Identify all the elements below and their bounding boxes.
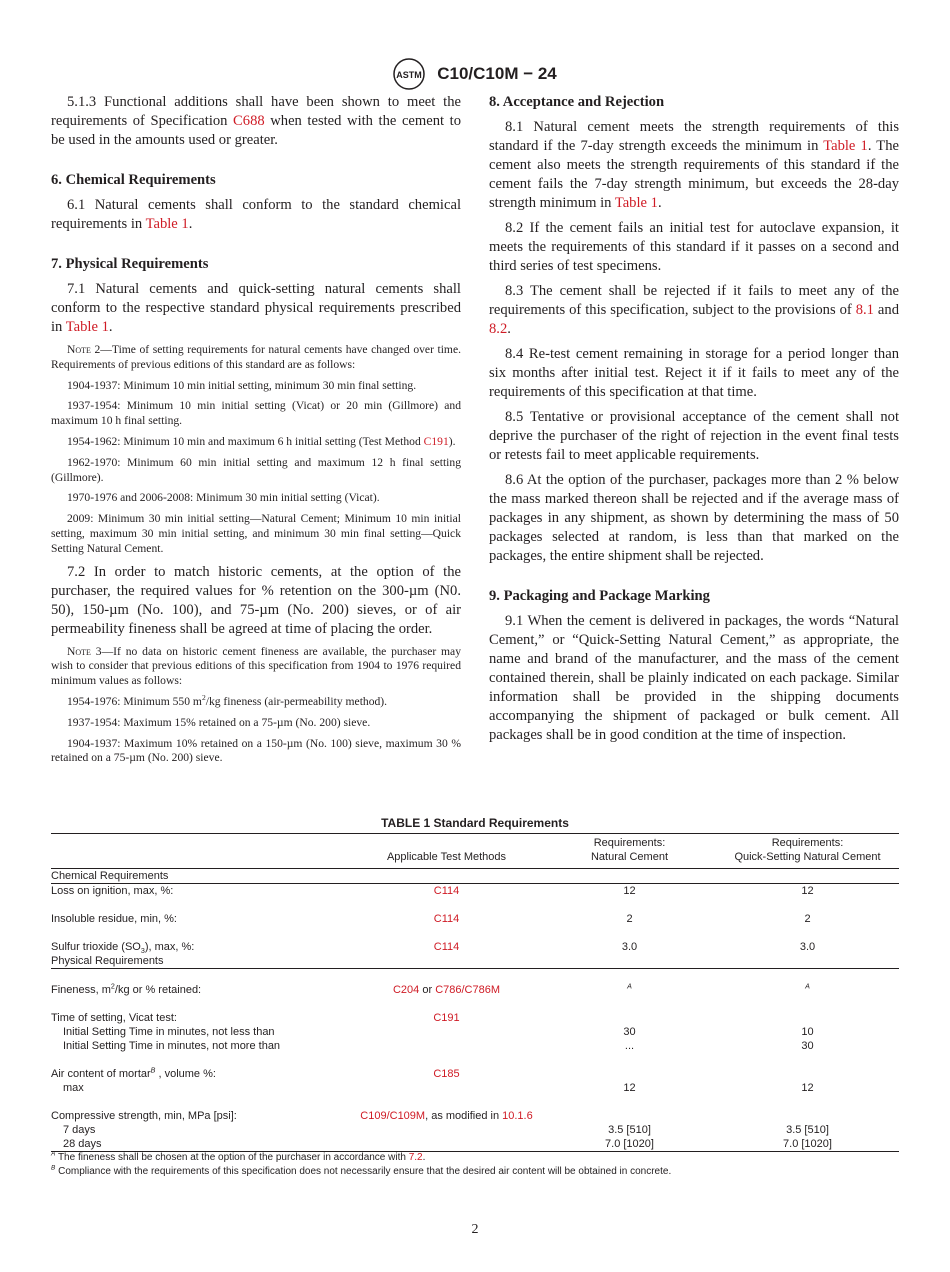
- link-table-1[interactable]: Table 1: [65, 319, 109, 335]
- astm-logo-icon: [393, 58, 425, 90]
- para-7-2: 7.2 In order to match historic cements, at the option of the purchaser, the required values for % retention on the 300-µm (N0. 50), 150-µm (No. 100), and 75-µm (No. 200) sieves, or of air permeability fineness shall be agreed at time of placing the order.: [51, 563, 461, 637]
- link-table-1[interactable]: Table 1: [614, 195, 658, 211]
- section-8-heading: 8. Acceptance and Rejection: [489, 94, 665, 110]
- link-table-1[interactable]: Table 1: [823, 138, 868, 154]
- table-footnote-a: $^A$ The fineness shall be chosen at the option of the purchaser in accordance with 7.2.: [51, 1150, 426, 1163]
- link-10-1-6[interactable]: 10.1.6: [502, 1110, 533, 1122]
- para-8-2: 8.2 If the cement fails an initial test for autoclave expansion, it meets the requirements of this standard if it passes on a second and third series of test specimens.: [489, 220, 899, 274]
- table-row: Insoluble residue, min, %: C114 2 2: [51, 913, 811, 925]
- note-2-line: 1962-1970: Minimum 60 min initial setting and maximum 12 h final setting (Gillmore).: [51, 455, 461, 484]
- right-column: [489, 93, 899, 751]
- header-quick-setting: Requirements: Quick-Setting Natural Cement: [716, 834, 899, 869]
- header-blank: [51, 834, 350, 869]
- link-c114[interactable]: C114: [433, 941, 460, 953]
- section-9-heading: 9. Packaging and Package Marking: [489, 588, 710, 604]
- para-8-3: 8.3 The cement shall be rejected if it fails to meet any of the requirements of this specification, subject to the provisions of 8.1 and 8.2.: [489, 283, 899, 337]
- link-c688[interactable]: C688: [233, 113, 265, 129]
- note-2: Note 2—Time of setting requirements for natural cements have changed over time. Requirements of previous editions of this standard are as follows:: [51, 343, 461, 371]
- link-8-2[interactable]: 8.2: [489, 321, 508, 337]
- header-natural-cement: Requirements: Natural Cement: [543, 834, 716, 869]
- link-c786[interactable]: C786/C786M: [435, 984, 501, 996]
- requirements-table: [51, 833, 899, 1152]
- table-row: Air content of mortar$^B$ , volume %: C185: [51, 1066, 460, 1080]
- table-row: 28 days 7.0 [1020] 7.0 [1020]: [51, 1137, 899, 1152]
- link-c191[interactable]: C191: [423, 434, 449, 448]
- page-header: [0, 58, 950, 90]
- note-2-line: 1970-1976 and 2006-2008: Minimum 30 min initial setting (Vicat).: [67, 491, 380, 505]
- link-8-1[interactable]: 8.1: [855, 302, 874, 318]
- link-table-1[interactable]: Table 1: [145, 216, 189, 232]
- para-5-1-3: 5.1.3 Functional additions shall have been shown to meet the requirements of Specification C688 when tested with the cement to be used in the amounts used or greater.: [51, 94, 461, 148]
- table-row: Initial Setting Time in minutes, not less than 30 10: [63, 1026, 814, 1038]
- table-row: Fineness, $m^2/kg$ or % retained: C204 or C786/C786M $^A$ $^A$: [51, 982, 810, 996]
- table-section-row: Physical Requirements: [51, 954, 899, 969]
- table-footnote-b: $^B$ Compliance with the requirements of this specification does not necessarily ensure that the desired air content will be obtained in concrete.: [51, 1164, 672, 1177]
- note-2-line: 2009: Minimum 30 min initial setting—Natural Cement; Minimum 10 min initial setting, maximum 30 min initial setting, and minimum 30 min final setting—Quick Setting Natural Cement.: [51, 512, 461, 555]
- note-3-line: 1954-1976: Minimum 550 $m^2/kg$ fineness (air-permeability method).: [67, 693, 388, 708]
- table-row: Sulfur trioxide $(SO_3)$, max, %: C114 3.0 3.0: [51, 941, 816, 956]
- note-2-line: 1937-1954: Minimum 10 min initial setting (Vicat) or 20 min (Gillmore) and maximum 10 h final setting.: [51, 399, 461, 428]
- svg-text:ASTM: ASTM: [396, 70, 422, 80]
- note-2-line: 1904-1937: Minimum 10 min initial setting, minimum 30 min final setting.: [67, 378, 417, 392]
- para-8-6: 8.6 At the option of the purchaser, packages more than 2 % below the mass marked thereon shall be rejected and if the average mass of packages in any shipment, as shown by determining the mass of 50 packages selected at random, is less than that marked on the packages, the entire shipment shall be rejected.: [489, 472, 899, 564]
- note-3-line: 1937-1954: Maximum 15% retained on a 75-µm (No. 200) sieve.: [67, 715, 371, 729]
- left-column: [51, 93, 461, 772]
- table-row: Initial Setting Time in minutes, not more than ... 30: [63, 1040, 814, 1052]
- para-7-1: 7.1 Natural cements and quick-setting natural cements shall conform to the respective standard physical requirements prescribed in Table 1.: [51, 281, 461, 335]
- link-c114[interactable]: C114: [433, 913, 460, 925]
- link-c114[interactable]: C114: [433, 885, 460, 897]
- page-number: 2: [471, 1222, 479, 1237]
- link-c185[interactable]: C185: [433, 1068, 460, 1080]
- para-8-5: 8.5 Tentative or provisional acceptance of the cement shall not deprive the purchaser of the right of rejection in the event final tests or retests fail to meet applicable requirements.: [489, 409, 899, 463]
- table-header-row: [51, 834, 899, 869]
- table-row: Compressive strength, min, MPa [psi]: C109/C109M, as modified in 10.1.6: [51, 1110, 533, 1122]
- link-c204[interactable]: C204: [392, 984, 420, 996]
- link-c191[interactable]: C191: [433, 1012, 460, 1024]
- note-3-line: 1904-1937: Maximum 10% retained on a 150-µm (No. 100) sieve, maximum 30 % retained on a 75-µm (No. 200) sieve.: [51, 736, 461, 765]
- para-6-1: 6.1 Natural cements shall conform to the standard chemical requirements in Table 1.: [51, 197, 461, 232]
- header-methods: Applicable Test Methods: [350, 834, 543, 869]
- table-row: 7 days 3.5 [510] 3.5 [510]: [63, 1124, 829, 1136]
- para-8-1: 8.1 Natural cement meets the strength requirements of this standard if the 7-day strength exceeds the minimum in Table 1. The cement also meets the strength requirements of this standard if the cement fails the 7-day strength minimum, but exceeds the 28-day strength minimum in Table 1.: [489, 119, 899, 211]
- table-row: max 12 12: [63, 1082, 814, 1094]
- table-row: Loss on ignition, max, %: C114 12 12: [51, 885, 814, 897]
- designation: C10/C10M − 24: [437, 64, 557, 83]
- para-8-4: 8.4 Re-test cement remaining in storage for a period longer than six months after initial test. Reject it if it fails to meet any of the requirements of this specification at that time.: [489, 346, 899, 400]
- link-c109[interactable]: C109/C109M: [360, 1110, 426, 1122]
- note-3: Note 3—If no data on historic cement fineness are available, the purchaser may wish to consider that previous editions of this specification from 1904 to 1976 required minimum values as follows:: [51, 644, 462, 688]
- table-section-row: Chemical Requirements: [51, 869, 899, 884]
- table-title: TABLE 1 Standard Requirements: [381, 816, 569, 830]
- table-row: Time of setting, Vicat test: C191: [51, 1012, 460, 1024]
- section-6-heading: 6. Chemical Requirements: [51, 172, 216, 188]
- para-9-1: 9.1 When the cement is delivered in packages, the words “Natural Cement,” or “Quick-Setting Natural Cement,” as appropriate, the name and brand of the manufacturer, and the mass of the cement contained therein, shall be plainly indicated on each package. Similar information shall be provided in the shipping documents accompanying the shipment of packaged or bulk cement. All packages shall be in good condition at the time of inspection.: [489, 613, 899, 743]
- note-2-line: 1954-1962: Minimum 10 min and maximum 6 h initial setting (Test Method C191).: [67, 434, 456, 448]
- link-7-2[interactable]: 7.2: [408, 1152, 423, 1163]
- section-7-heading: 7. Physical Requirements: [51, 256, 209, 272]
